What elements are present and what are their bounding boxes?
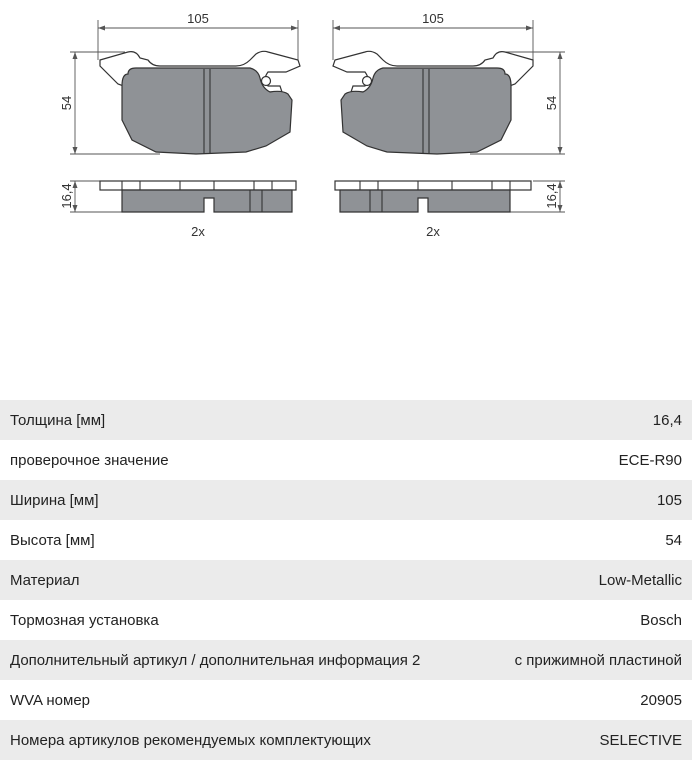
- right-width-dim: 105: [422, 11, 444, 26]
- spec-row-height: [0, 520, 692, 560]
- right-pad-front-view: [333, 11, 565, 154]
- spec-row-thickness: [0, 400, 692, 440]
- brake-pad-drawing: [0, 0, 692, 260]
- right-quantity: 2x: [426, 224, 440, 239]
- spec-row-recommended-parts: [0, 720, 692, 760]
- spec-value: Low-Metallic: [598, 571, 682, 589]
- spec-label: Материал: [10, 571, 80, 589]
- right-thickness-dim: 16,4: [544, 183, 559, 209]
- left-pad-front-view: [59, 11, 300, 154]
- left-height-dim: 54: [59, 95, 74, 111]
- spec-label: Дополнительный артикул / дополнительная информация 2: [10, 651, 421, 669]
- spec-value: ECE-R90: [618, 451, 682, 469]
- left-width-dim: 105: [187, 11, 209, 26]
- spec-label: Номера артикулов рекомендуемых комплектующих: [10, 731, 371, 749]
- spec-label: проверочное значение: [10, 451, 169, 469]
- spec-row-width: [0, 480, 692, 520]
- spec-value: с прижимной пластиной: [514, 651, 682, 669]
- spec-row-wva-number: [0, 680, 692, 720]
- spec-label: WVA номер: [10, 691, 91, 709]
- left-quantity: 2x: [191, 224, 205, 239]
- left-thickness-dim: 16,4: [59, 183, 74, 209]
- spec-row-additional-info: [0, 640, 692, 680]
- spec-label: Толщина [мм]: [10, 411, 106, 429]
- spec-label: Тормозная установка: [10, 611, 159, 629]
- spec-value: 54: [665, 531, 682, 549]
- spec-value: 20905: [640, 691, 682, 709]
- right-height-dim: 54: [544, 95, 559, 111]
- spec-row-material: [0, 560, 692, 600]
- right-pad-side-view: [335, 181, 565, 239]
- spec-label: Высота [мм]: [10, 531, 95, 549]
- spec-row-test-value: [0, 440, 692, 480]
- spec-label: Ширина [мм]: [10, 491, 99, 509]
- spec-value: 105: [656, 491, 682, 509]
- spec-value: 16,4: [652, 411, 682, 429]
- spec-value: SELECTIVE: [599, 731, 682, 749]
- spec-row-brake-system: [0, 600, 692, 640]
- left-pad-side-view: [59, 181, 296, 239]
- spec-table: [0, 400, 692, 760]
- spec-value: Bosch: [640, 611, 682, 629]
